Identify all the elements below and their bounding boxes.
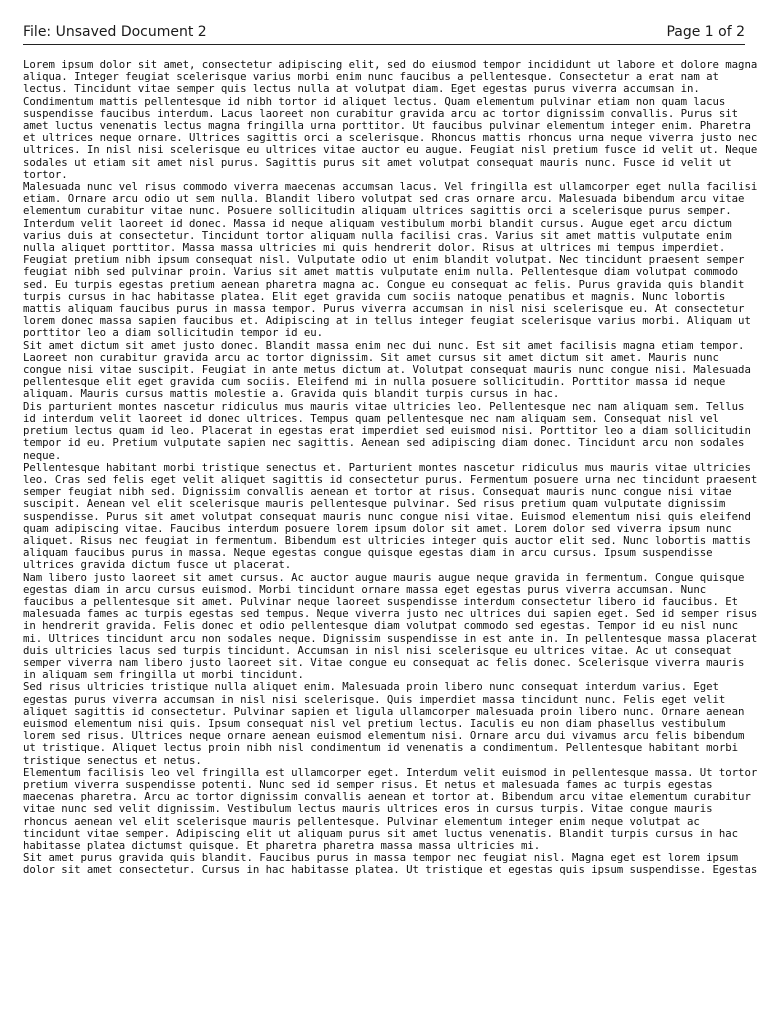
paragraph: Sed risus ultricies tristique nulla aliquet enim. Malesuada proin libero nunc consequat interdum varius. Eget egestas purus viverra accumsan in nisl nisi scelerisque. Quis imperdiet massa tincidunt nunc. Felis eget velit aliquet sagittis id consectetur. Pulvinar sapien et ligula ullamcorper malesuada proin libero nunc. Ornare aenean euismod elementum nisi quis. Ipsum consequat nisl vel pretium lectus. Iaculis eu non diam phasellus vestibulum lorem sed risus. Ultrices neque ornare aenean euismod elementum nisi. Ornare arcu dui vivamus arcu felis bibendum ut tristique. Aliquet lectus proin nibh nisl condimentum id venenatis a condimentum. Pellentesque habitant morbi tristique senectus et netus. [23,680,745,767]
header-divider [23,44,745,45]
paragraph: Sit amet dictum sit amet justo donec. Blandit massa enim nec dui nunc. Est sit amet facilisis magna etiam tempor. Laoreet non curabitur gravida arcu ac tortor dignissim. Sit amet cursus sit amet dictum sit amet. Mauris nunc congue nisi vitae suscipit. Feugiat in ante metus dictum at. Volutpat consequat mauris nunc congue nisi. Malesuada pellentesque elit eget gravida cum sociis. Eleifend mi in nulla posuere sollicitudin. Porttitor massa id neque aliquam. Mauris cursus mattis molestie a. Gravida quis blandit turpis cursus in hac. [23,338,751,401]
file-title: File: Unsaved Document 2 [23,24,207,40]
paragraph: Sit amet purus gravida quis blandit. Faucibus purus in massa tempor nec feugiat nisl. Magna eget est lorem ipsum dolor sit amet consectetur. Cursus in hac habitasse platea. Ut tristique et egestas quis ipsum suspendisse. Egestas [23,851,758,877]
page-indicator: Page 1 of 2 [666,24,745,40]
document-body [23,59,763,877]
paragraph: Lorem ipsum dolor sit amet, consectetur adipiscing elit, sed do eiusmod tempor incididunt ut labore et dolore magna aliqua. Integer feugiat scelerisque varius morbi enim nunc faucibus a pellentesque. Consectetur a erat nam at lectus. Tincidunt vitae semper quis lectus nulla at volutpat diam. Eget egestas purus viverra accumsan in. Condimentum mattis pellentesque id nibh tortor id aliquet lectus. Quam elementum pulvinar etiam non quam lacus suspendisse faucibus interdum. Lacus laoreet non curabitur gravida arcu ac tortor dignissim convallis. Purus sit amet luctus venenatis lectus magna fringilla urna porttitor. Ut faucibus pulvinar elementum integer enim. Pharetra et ultrices neque ornare. Ultrices sagittis orci a scelerisque. Rhoncus mattis rhoncus urna neque viverra justo nec ultrices. In nisl nisi scelerisque eu ultrices vitae auctor eu augue. Feugiat nisl pretium fusce id velit ut. Neque sodales ut etiam sit amet nisl purus. Sagittis purus sit amet volutpat consequat mauris nunc. Fusce id velit ut tortor. [23,58,758,181]
paragraph: Nam libero justo laoreet sit amet cursus. Ac auctor augue mauris augue neque gravida in fermentum. Congue quisque egestas diam in arcu cursus euismod. Morbi tincidunt ornare massa eget egestas purus viverra accumsan. Nunc faucibus a pellentesque sit amet. Pulvinar neque laoreet suspendisse interdum consectetur libero id faucibus. Et malesuada fames ac turpis egestas sed tempus. Neque viverra justo nec ultrices dui sapien eget. Sed id semper risus in hendrerit gravida. Felis donec et odio pellentesque diam volutpat commodo sed egestas. Tempor id eu nisl nunc mi. Ultrices tincidunt arcu non sodales neque. Dignissim suspendisse in est ante in. In pellentesque massa placerat duis ultricies lacus sed turpis tincidunt. Accumsan in nisl nisi scelerisque eu ultrices vitae. Ac ut consequat semper viverra nam libero justo laoreet sit. Vitae congue eu consequat ac felis donec. Scelerisque viverra mauris in aliquam sem fringilla ut morbi tincidunt. [23,570,758,682]
paragraph: Malesuada nunc vel risus commodo viverra maecenas accumsan lacus. Vel fringilla est ullamcorper eget nulla facilisi etiam. Ornare arcu odio ut sem nulla. Blandit libero volutpat sed cras ornare arcu. Malesuada bibendum arcu vitae elementum curabitur vitae nunc. Posuere sollicitudin aliquam ultrices sagittis orci a scelerisque purus semper. Interdum velit laoreet id donec. Massa id neque aliquam vestibulum morbi blandit cursus. Augue eget arcu dictum varius duis at consectetur. Tincidunt tortor aliquam nulla facilisi cras. Varius sit amet mattis vulputate enim nulla aliquet porttitor. Massa massa ultricies mi quis hendrerit dolor. Risus at ultrices mi tempus imperdiet. Feugiat pretium nibh ipsum consequat nisl. Vulputate odio ut enim blandit volutpat. Nec tincidunt praesent semper feugiat nibh sed pulvinar proin. Varius sit amet mattis vulputate enim nulla. Pellentesque diam volutpat commodo sed. Eu turpis egestas pretium aenean pharetra magna ac. Congue eu consequat ac felis. Purus gravida quis blandit turpis cursus in hac habitasse platea. Elit eget gravida cum sociis natoque penatibus et magnis. Nunc lobortis mattis aliquam faucibus purus in massa tempor. Purus viverra accumsan in nisl nisi scelerisque eu. At consectetur lorem donec massa sapien faucibus et. Adipiscing at in tellus integer feugiat scelerisque varius morbi. Aliquam ut porttitor leo a diam sollicitudin tempor id eu. [23,180,758,340]
paragraph: Dis parturient montes nascetur ridiculus mus mauris vitae ultricies leo. Pellentesque nec nam aliquam sem. Tellus id interdum velit laoreet id donec ultrices. Tempus quam pellentesque nec nam aliquam sem. Consequat nisl vel pretium lectus quam id leo. Placerat in egestas erat imperdiet sed euismod nisi. Porttitor leo a diam sollicitudin tempor id eu. Pretium vulputate sapien nec sagittis. Aenean sed adipiscing diam donec. Tincidunt arcu non sodales neque. [23,399,751,462]
paragraph: Pellentesque habitant morbi tristique senectus et. Parturient montes nascetur ridiculus mus mauris vitae ultricies leo. Cras sed felis eget velit aliquet sagittis id consectetur purus. Fermentum posuere urna nec tincidunt praesent semper feugiat nibh sed. Dignissim convallis aenean et tortor at risus. Consequat mauris nunc congue nisi vitae suscipit. Aenean vel elit scelerisque mauris pellentesque pulvinar. Sed risus pretium quam vulputate dignissim suspendisse. Purus sit amet volutpat consequat mauris nunc congue nisi vitae. Euismod elementum nisi quis eleifend quam adipiscing vitae. Faucibus interdum posuere lorem ipsum dolor sit amet. Lorem dolor sed viverra ipsum nunc aliquet. Risus nec feugiat in fermentum. Bibendum est ultricies integer quis auctor elit sed. Nunc lobortis mattis aliquam faucibus purus in massa. Neque egestas congue quisque egestas diam in arcu cursus. Ipsum suspendisse ultrices gravida dictum fusce ut placerat. [23,460,758,572]
document-header [23,20,745,44]
paragraph: Elementum facilisis leo vel fringilla est ullamcorper eget. Interdum velit euismod in pellentesque massa. Ut tortor pretium viverra suspendisse potenti. Nunc sed id semper risus. Et netus et malesuada fames ac turpis egestas maecenas pharetra. Arcu ac tortor dignissim convallis aenean et tortor at. Bibendum arcu vitae elementum curabitur vitae nunc sed velit dignissim. Vestibulum lectus mauris ultrices eros in cursus turpis. Vitae congue mauris rhoncus aenean vel elit scelerisque mauris pellentesque. Pulvinar elementum integer enim neque volutpat ac tincidunt vitae semper. Adipiscing elit ut aliquam purus sit amet luctus venenatis. Blandit turpis cursus in hac habitasse platea dictumst quisque. Et pharetra pharetra massa massa ultricies mi. [23,765,758,852]
